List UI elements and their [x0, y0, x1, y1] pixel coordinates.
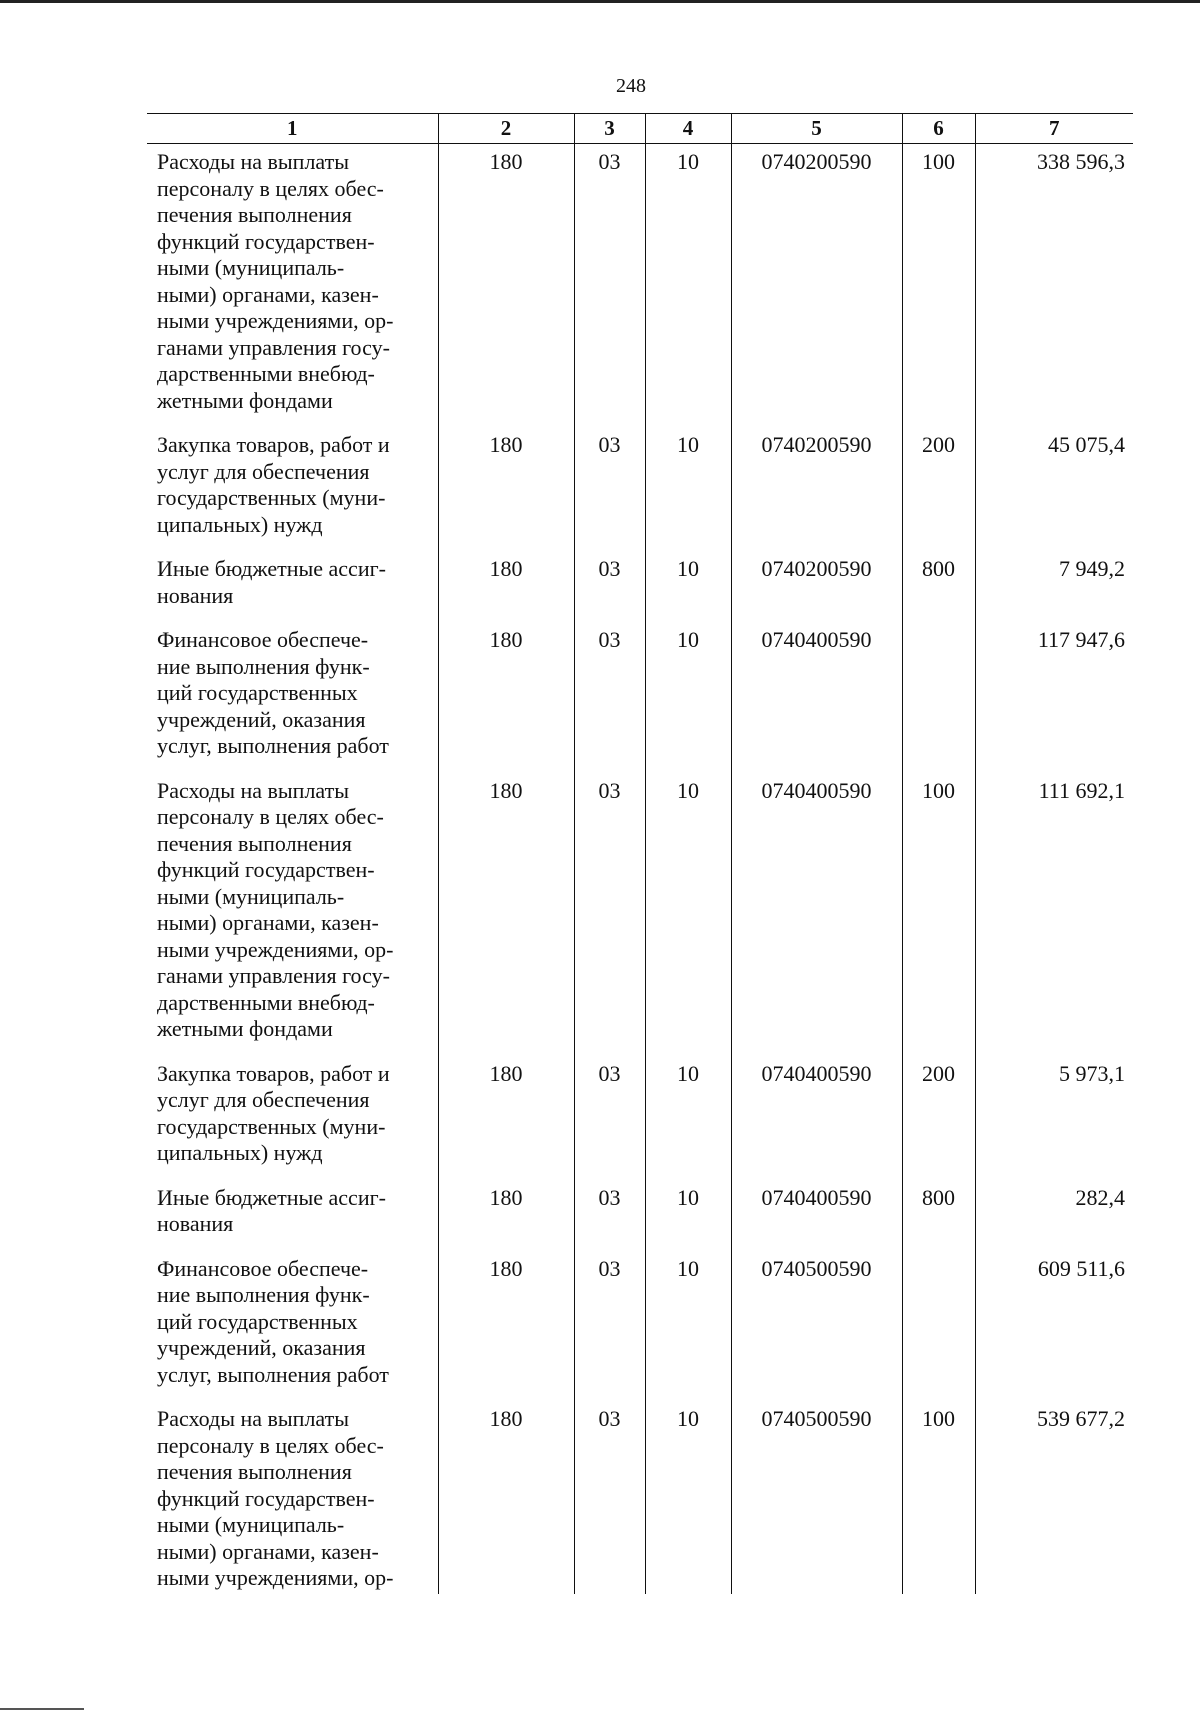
cell-target-article: 0740500590 [731, 1251, 902, 1402]
cell-department-code: 180 [438, 1401, 574, 1594]
page-number: 248 [616, 75, 646, 97]
cell-target-article: 0740200590 [731, 551, 902, 622]
cell-expense-type [902, 1251, 975, 1402]
cell-subsection-code: 10 [645, 1251, 731, 1402]
cell-amount: 5 973,1 [975, 1056, 1133, 1180]
cell-department-code: 180 [438, 622, 574, 773]
table-row [147, 1401, 1133, 1594]
row-description: Иные бюджетные ассиг- нования [157, 1184, 386, 1236]
cell-target-article: 0740500590 [731, 1401, 902, 1594]
cell-expense-type [902, 622, 975, 773]
cell-department-code: 180 [438, 1251, 574, 1402]
cell-section-code: 03 [574, 144, 645, 428]
cell-target-article: 0740400590 [731, 773, 902, 1056]
table-body [147, 144, 1133, 1594]
row-description: Расходы на выплаты персоналу в целях обес- печения выполнения функций государствен- ными (муниципаль- ными) органами, казен- ными учреждениями, ор- ганами управления госу- дарственными внебюд- жетными фондами [157, 149, 394, 413]
row-description: Закупка товаров, работ и услуг для обеспечения государственных (муни- ципальных) нужд [157, 1060, 390, 1165]
cell-subsection-code: 10 [645, 622, 731, 773]
row-description: Закупка товаров, работ и услуг для обеспечения государственных (муни- ципальных) нужд [157, 432, 390, 537]
cell-section-code: 03 [574, 1180, 645, 1251]
cell-target-article: 0740400590 [731, 1180, 902, 1251]
column-header-2: 2 [438, 114, 574, 144]
cell-section-code: 03 [574, 551, 645, 622]
cell-department-code: 180 [438, 427, 574, 551]
cell-department-code: 180 [438, 1056, 574, 1180]
cell-target-article: 0740200590 [731, 427, 902, 551]
cell-subsection-code: 10 [645, 773, 731, 1056]
cell-section-code: 03 [574, 427, 645, 551]
cell-amount: 7 949,2 [975, 551, 1133, 622]
cell-amount: 117 947,6 [975, 622, 1133, 773]
table-row [147, 773, 1133, 1056]
row-description: Финансовое обеспече- ние выполнения функ- ций государственных учреждений, оказания услуг, выполнения работ [157, 627, 389, 758]
cell-section-code: 03 [574, 1056, 645, 1180]
cell-amount: 539 677,2 [975, 1401, 1133, 1594]
header-row [147, 114, 1133, 144]
cell-subsection-code: 10 [645, 551, 731, 622]
column-header-4: 4 [645, 114, 731, 144]
cell-department-code: 180 [438, 773, 574, 1056]
row-description: Расходы на выплаты персоналу в целях обес- печения выполнения функций государствен- ными (муниципаль- ными) органами, казен- ными учреждениями, ор- ганами управления госу- дарственными внебюд- жетными фондами [157, 777, 394, 1041]
cell-amount: 282,4 [975, 1180, 1133, 1251]
cell-department-code: 180 [438, 551, 574, 622]
table-row [147, 144, 1133, 428]
cell-section-code: 03 [574, 1401, 645, 1594]
cell-expense-type: 200 [902, 427, 975, 551]
cell-amount: 609 511,6 [975, 1251, 1133, 1402]
cell-subsection-code: 10 [645, 1401, 731, 1594]
table-row [147, 427, 1133, 551]
cell-expense-type: 100 [902, 1401, 975, 1594]
column-header-3: 3 [574, 114, 645, 144]
cell-section-code: 03 [574, 1251, 645, 1402]
bottom-edge-mark [0, 1708, 84, 1710]
cell-subsection-code: 10 [645, 144, 731, 428]
column-header-6: 6 [902, 114, 975, 144]
row-description: Финансовое обеспече- ние выполнения функ- ций государственных учреждений, оказания услуг, выполнения работ [157, 1255, 389, 1387]
cell-target-article: 0740400590 [731, 1056, 902, 1180]
column-header-5: 5 [731, 114, 902, 144]
table-row [147, 1056, 1133, 1180]
cell-expense-type: 800 [902, 1180, 975, 1251]
cell-subsection-code: 10 [645, 427, 731, 551]
row-description: Расходы на выплаты персоналу в целях обес- печения выполнения функций государствен- ными (муниципаль- ными) органами, казен- ными учреждениями, ор- [157, 1406, 394, 1590]
cell-expense-type: 100 [902, 773, 975, 1056]
cell-section-code: 03 [574, 773, 645, 1056]
row-description: Иные бюджетные ассиг- нования [157, 556, 386, 608]
cell-amount: 111 692,1 [975, 773, 1133, 1056]
cell-amount: 45 075,4 [975, 427, 1133, 551]
table-row [147, 1180, 1133, 1251]
cell-expense-type: 800 [902, 551, 975, 622]
table-row [147, 551, 1133, 622]
column-header-1: 1 [147, 114, 438, 144]
top-border-line [0, 0, 1200, 3]
cell-target-article: 0740400590 [731, 622, 902, 773]
cell-target-article: 0740200590 [731, 144, 902, 428]
cell-subsection-code: 10 [645, 1180, 731, 1251]
cell-department-code: 180 [438, 1180, 574, 1251]
cell-department-code: 180 [438, 144, 574, 428]
table-row [147, 622, 1133, 773]
table-header [147, 114, 1133, 144]
cell-section-code: 03 [574, 622, 645, 773]
cell-expense-type: 200 [902, 1056, 975, 1180]
table-row [147, 1251, 1133, 1402]
cell-expense-type: 100 [902, 144, 975, 428]
budget-table [147, 113, 1133, 1594]
column-header-7: 7 [975, 114, 1133, 144]
cell-amount: 338 596,3 [975, 144, 1133, 428]
cell-subsection-code: 10 [645, 1056, 731, 1180]
